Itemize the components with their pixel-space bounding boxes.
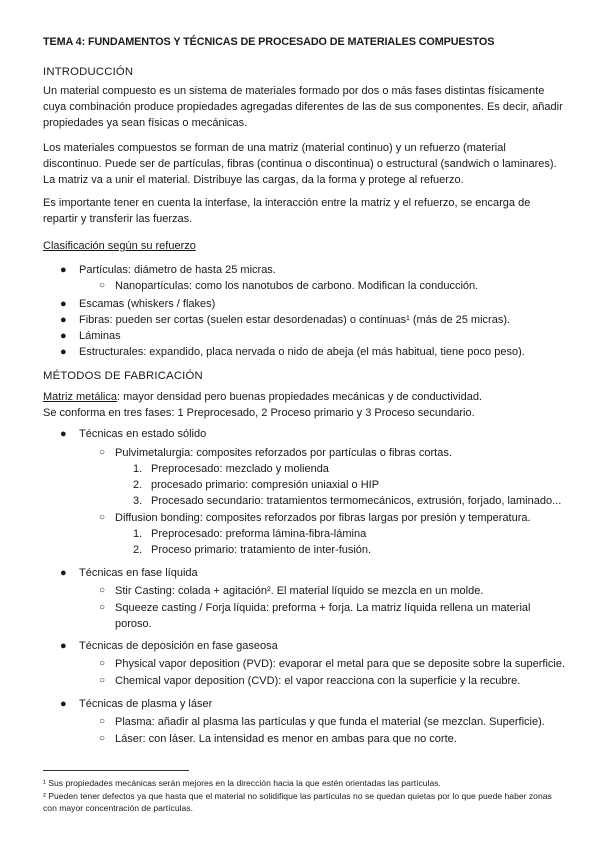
bullet-icon: ●	[60, 314, 67, 326]
bullet-icon: ●	[60, 346, 67, 358]
list-item: Partículas: diámetro de hasta 25 micras.	[79, 264, 276, 276]
sub-bullet-icon: ○	[99, 512, 106, 523]
list-number: 1.	[133, 528, 143, 540]
bullet-icon: ●	[60, 428, 67, 440]
footnote-1: ¹ Sus propiedades mecánicas serán mejores en la dirección hacia la que estén orientadas las partículas.	[43, 778, 441, 788]
bullet-icon: ●	[60, 698, 67, 710]
intro-paragraph-2: Los materiales compuestos se forman de una matriz (material continuo) y un refuerzo (material discontinuo. Puede ser de partículas, fibras (continua o discontinua) o estructural (sandwich o laminares). La matriz va a unir el material. Distribuye las cargas, da la forma y protege al refuerzo.	[43, 142, 557, 186]
list-item: Escamas (whiskers / flakes)	[79, 298, 216, 310]
bullet-icon: ●	[60, 298, 67, 310]
list-number: 3.	[133, 495, 143, 507]
list-item: Diffusion bonding: composites reforzados por fibras largas por presión y temperatura.	[115, 512, 531, 524]
list-item: Técnicas de deposición en fase gaseosa	[79, 640, 278, 652]
bullet-icon: ●	[60, 567, 67, 579]
intro-paragraph-1: Un material compuesto es un sistema de materiales formado por dos o más fases distintas físicamente cuya combinación produce propiedades agregadas diferentes de las de sus componentes. Es decir, añadir propiedades ya sean físicas o mecánicas.	[43, 85, 563, 129]
sub-bullet-icon: ○	[99, 585, 106, 596]
list-item: Squeeze casting / Forja líquida: preforma + forja. La matriz líquida rellena un material	[115, 602, 531, 614]
matrix-paragraph	[43, 389, 482, 405]
list-item: Láser: con láser. La intensidad es menor en ambas para que no corte.	[115, 733, 457, 745]
list-item: Técnicas en fase líquida	[79, 567, 198, 579]
sub-bullet-icon: ○	[99, 447, 106, 458]
sub-bullet-icon: ○	[99, 675, 106, 686]
list-item: Técnicas en estado sólido	[79, 428, 207, 440]
sub-bullet-icon: ○	[99, 280, 106, 291]
list-item: Fibras: pueden ser cortas (suelen estar desordenadas) o continuas¹ (más de 25 micras).	[79, 314, 511, 326]
list-item: Pulvimetalurgia: composites reforzados por partículas o fibras cortas.	[115, 447, 452, 459]
matrix-label: Matriz metálica	[43, 391, 117, 403]
list-item: Estructurales: expandido, placa nervada o nido de abeja (el más habitual, tiene poco peso).	[79, 346, 525, 358]
list-number: 2.	[133, 479, 143, 491]
sub-bullet-icon: ○	[99, 733, 106, 744]
sub-bullet-icon: ○	[99, 602, 106, 613]
list-item: Nanopartículas: como los nanotubos de carbono. Modifican la conducción.	[115, 280, 479, 292]
footnote-divider	[43, 770, 189, 771]
methods-heading: MÉTODOS DE FABRICACIÓN	[43, 370, 203, 382]
list-item-continuation: poroso.	[115, 618, 152, 630]
list-item: procesado primario: compresión uniaxial o HIP	[151, 479, 380, 491]
list-item: Técnicas de plasma y láser	[79, 698, 213, 710]
list-item: Stir Casting: colada + agitación². El material líquido se mezcla en un molde.	[115, 585, 484, 597]
list-number: 1.	[133, 463, 143, 475]
intro-paragraph-3: Es importante tener en cuenta la interfase, la interacción entre la matriz y el refuerzo, se encarga de repartir y transferir las fuerzas.	[43, 197, 531, 225]
list-item: Preprocesado: preforma lámina-fibra-lámina	[151, 528, 367, 540]
list-item: Physical vapor deposition (PVD): evaporar el metal para que se deposite sobre la superficie.	[115, 658, 566, 670]
list-item: Proceso primario: tratamiento de inter-fusión.	[151, 544, 372, 556]
list-item: Procesado secundario: tratamientos termomecánicos, extrusión, forjado, laminado...	[151, 495, 562, 507]
list-item: Chemical vapor deposition (CVD): el vapor reacciona con la superficie y la recubre.	[115, 675, 521, 687]
bullet-icon: ●	[60, 330, 67, 342]
footnote-2: ² Pueden tener defectos ya que hasta que el material no solidifique las partículas no se quedan quietas por lo que puede haber zonas con mayor concentración de partículas.	[43, 791, 552, 813]
matrix-text: : mayor densidad pero buenas propiedades mecánicas y de conductividad.	[116, 391, 483, 403]
sub-bullet-icon: ○	[99, 716, 106, 727]
sub-bullet-icon: ○	[99, 658, 106, 669]
list-item: Plasma: añadir al plasma las partículas y que funda el material (se mezclan. Superficie).	[115, 716, 545, 728]
document-title: TEMA 4: FUNDAMENTOS Y TÉCNICAS DE PROCESADO DE MATERIALES COMPUESTOS	[43, 36, 495, 48]
phases-text: Se conforma en tres fases: 1 Preprocesado, 2 Proceso primario y 3 Proceso secundario.	[43, 407, 475, 419]
intro-heading: INTRODUCCIÓN	[43, 66, 134, 78]
classification-heading: Clasificación según su refuerzo	[43, 240, 196, 252]
list-number: 2.	[133, 544, 143, 556]
list-item: Láminas	[79, 330, 121, 342]
list-item: Preprocesado: mezclado y molienda	[151, 463, 329, 475]
bullet-icon: ●	[60, 264, 67, 276]
bullet-icon: ●	[60, 640, 67, 652]
